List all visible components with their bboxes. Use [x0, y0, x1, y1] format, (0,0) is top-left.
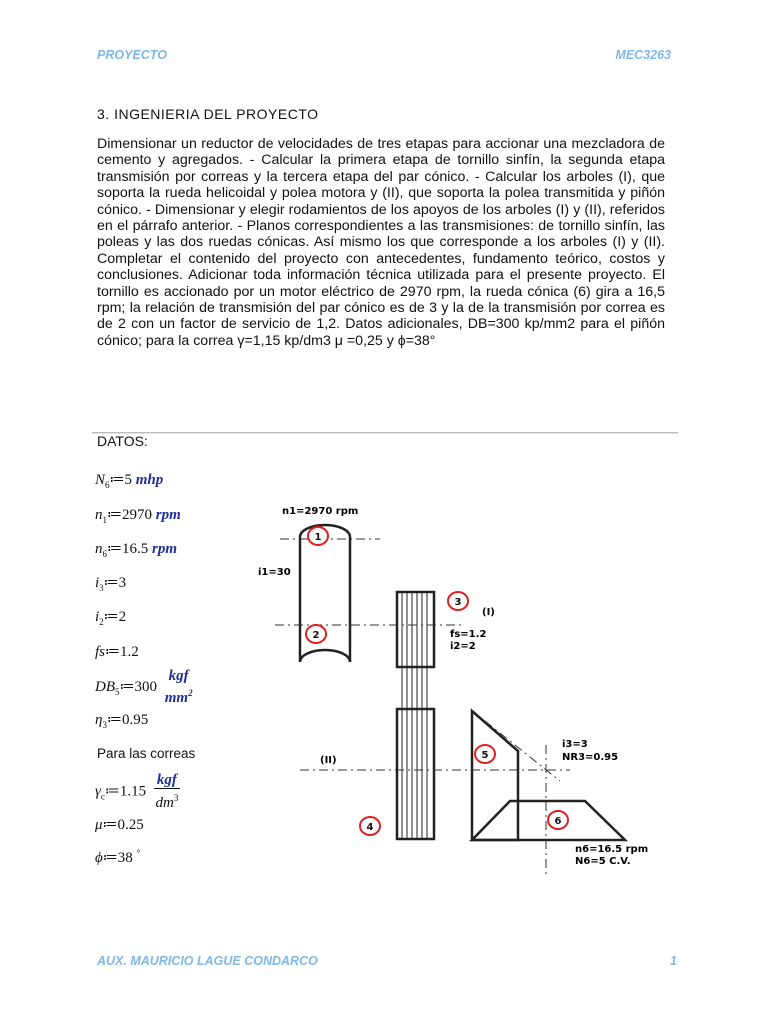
- marker-5: 5: [481, 750, 489, 761]
- pulley3-block: [397, 592, 434, 667]
- marker-3: 3: [454, 597, 462, 608]
- marker-6: 6: [554, 816, 562, 827]
- n6-label: n6=16.5 rpm: [575, 844, 649, 855]
- fs-row: fs≔1.2: [95, 644, 139, 660]
- unit-rpm: rpm: [155, 507, 181, 523]
- i2-row: $i_2≔2$: [95, 609, 127, 627]
- divider: [92, 432, 678, 433]
- i2-label: i2=2: [450, 641, 476, 652]
- eta3-row: $\eta_3≔0.95$: [95, 712, 149, 730]
- gamma-row: $\gamma_c≔1.15$ $\frac{\text{kgf}}{dm^3}$: [95, 772, 179, 811]
- footer-author: AUX. MAURICIO LAGUE CONDARCO: [97, 954, 318, 968]
- n6-power-row: $N_6≔5$ mhp: [95, 472, 164, 490]
- db5-unit-fraction: kgf $mm^2$: [164, 668, 193, 706]
- reducer-schematic: [240, 495, 660, 885]
- correas-label: Para las correas: [97, 746, 196, 761]
- i3-label: i3=3: [562, 739, 588, 750]
- db5-row: $DB_5≔300$ kgf $mm^2$: [95, 668, 193, 706]
- marker-4: 4: [366, 822, 374, 833]
- mu-row: μ≔0.25: [95, 817, 144, 833]
- nr3-label: NR3=0.95: [562, 752, 619, 763]
- marker-2: 2: [312, 630, 320, 641]
- gamma-unit-fraction: $\frac{\text{kgf}}{dm^3}$: [155, 772, 179, 811]
- n6-row: $n_6≔16.5$ rpm: [95, 541, 178, 559]
- i3-row: $i_3≔3$: [95, 575, 127, 593]
- datos-label: DATOS:: [97, 433, 148, 449]
- header-left: PROYECTO: [97, 48, 167, 62]
- shaft-I-label: (I): [482, 607, 495, 618]
- phi-row: ϕ≔38 °: [95, 848, 141, 866]
- unit-mhp: mhp: [135, 472, 164, 488]
- section-body: Dimensionar un reductor de velocidades de tres etapas para accionar una mezcladora de cemento y agregados. - Calcular la primera etapa de tornillo sinfín, la segunda etapa transmisión por correas y la tercera etapa del par cónico. - Calcular los arboles (I), que soporta la rueda helicoidal y polea motora y (II), que soporta la polea transmitida y piñón cónico. - Dimensionar y elegir rodamientos de los apoyos de los arboles (I) y (II), referidos en el párrafo anterior. - Planos correspondientes a las transmisiones: de tornillo sinfín, las poleas y las dos ruedas cónicas. Así mismo los que corresponde a los arboles (I) y (II). Completar el contenido del proyecto con antecedentes, fundamento teórico, costos y conclusiones. Adicionar toda información técnica utilizada para el presente proyecto. El tornillo es accionado por un motor eléctrico de 2970 rpm, la rueda cónica (6) gira a 16,5 rpm; la relación de transmisión del par cónico es de 3 y la de la transmisión por correa es de 2 con un factor de servicio de 1,2. Datos adicionales, DB=300 kp/mm2 para el piñón cónico; para la correa γ=1,15 kp/dm3 μ =0,25 y ϕ=38°: [97, 136, 665, 349]
- pulley2-bottom-arc: [300, 650, 350, 662]
- centerline-gear5: [485, 721, 560, 781]
- section-title: 3. INGENIERIA DEL PROYECTO: [97, 106, 319, 122]
- fs-label: fs=1.2: [450, 629, 487, 640]
- header-right: MEC3263: [615, 48, 671, 62]
- bevel-gear-5: [472, 711, 518, 840]
- n1-label: n1=2970 rpm: [282, 506, 359, 517]
- marker-1: 1: [314, 532, 322, 543]
- n1-row: $n_1≔2970$ rpm: [95, 507, 181, 525]
- i1-label: i1=30: [258, 567, 291, 578]
- shaft-II-label: (II): [320, 755, 337, 766]
- footer-page-number: 1: [670, 954, 677, 968]
- unit-rpm: rpm: [152, 541, 178, 557]
- pulley4-block: [397, 709, 434, 839]
- N6-label: N6=5 C.V.: [575, 856, 631, 867]
